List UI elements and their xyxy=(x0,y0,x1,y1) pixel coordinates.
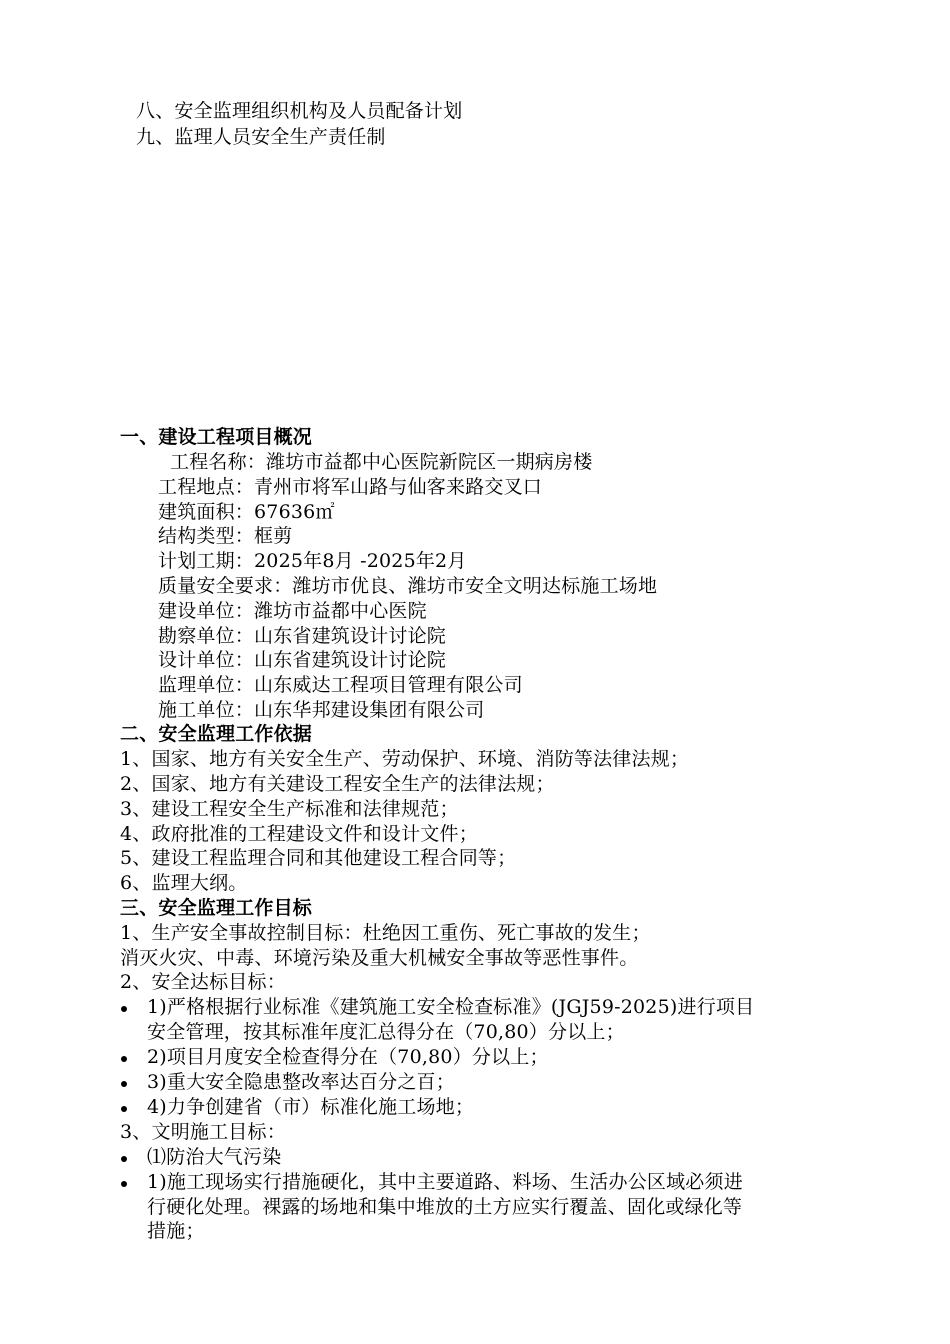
goal-3-bullet-2-line-1: 1)施工现场实行措施硬化，其中主要道路、料场、生活办公区域必须进 xyxy=(147,1171,743,1193)
goal-2-bullet-1-line-1: 1)严格根据行业标准《建筑施工安全检查标准》(JGJ59-2025)进行项目 xyxy=(147,996,755,1018)
bullet-icon xyxy=(121,1156,127,1162)
project-schedule: 计划工期：2025年8月 -2025年2月 xyxy=(158,550,467,572)
project-location: 工程地点：青州市将军山路与仙客来路交叉口 xyxy=(158,476,543,498)
basis-item-6: 6、监理大纲。 xyxy=(120,872,248,894)
section-1-heading: 一、建设工程项目概况 xyxy=(120,426,313,448)
basis-item-5: 5、建设工程监理合同和其他建设工程合同等； xyxy=(120,847,517,869)
structure-type: 结构类型：框剪 xyxy=(158,525,293,547)
goal-2-bullet-3: 3)重大安全隐患整改率达百分之百； xyxy=(147,1071,455,1093)
goal-2-bullet-1-line-2: 安全管理，按其标准年度汇总得分在（70,80）分以上； xyxy=(147,1021,625,1043)
builder-unit: 建设单位：潍坊市益都中心医院 xyxy=(158,600,427,622)
contractor-unit: 施工单位：山东华邦建设集团有限公司 xyxy=(158,699,485,721)
bullet-icon xyxy=(121,1006,127,1012)
goal-3-bullet-2-line-3: 措施； xyxy=(147,1220,205,1242)
section-2-heading: 二、安全监理工作依据 xyxy=(120,723,313,745)
section-3-heading: 三、安全监理工作目标 xyxy=(120,897,313,919)
basis-item-4: 4、政府批准的工程建设文件和设计文件； xyxy=(120,823,478,845)
goal-2-title: 2、安全达标目标： xyxy=(120,971,286,993)
toc-item-8: 八、安全监理组织机构及人员配备计划 xyxy=(136,100,463,122)
basis-item-3: 3、建设工程安全生产标准和法律规范； xyxy=(120,798,459,820)
survey-unit: 勘察单位：山东省建筑设计讨论院 xyxy=(158,625,447,647)
quality-requirement: 质量安全要求：潍坊市优良、潍坊市安全文明达标施工场地 xyxy=(158,575,658,597)
goal-1-line-2: 消灭火灾、中毒、环境污染及重大机械安全事故等恶性事件。 xyxy=(120,947,639,969)
goal-3-title: 3、文明施工目标： xyxy=(120,1121,286,1143)
bullet-icon xyxy=(121,1106,127,1112)
goal-2-bullet-2: 2)项目月度安全检查得分在（70,80）分以上； xyxy=(147,1046,549,1068)
toc-item-9: 九、监理人员安全生产责任制 xyxy=(136,126,386,148)
bullet-icon xyxy=(121,1181,127,1187)
supervisor-unit: 监理单位：山东威达工程项目管理有限公司 xyxy=(158,674,523,696)
basis-item-2: 2、国家、地方有关建设工程安全生产的法律法规； xyxy=(120,773,555,795)
design-unit: 设计单位：山东省建筑设计讨论院 xyxy=(158,649,447,671)
project-name: 工程名称：潍坊市益都中心医院新院区一期病房楼 xyxy=(170,451,593,473)
bullet-icon xyxy=(121,1081,127,1087)
project-area: 建筑面积：67636㎡ xyxy=(158,501,335,523)
goal-3-bullet-2-line-2: 行硬化处理。裸露的场地和集中堆放的土方应实行覆盖、固化或绿化等 xyxy=(147,1196,743,1218)
basis-item-1: 1、国家、地方有关安全生产、劳动保护、环境、消防等法律法规； xyxy=(120,748,690,770)
goal-1-line-1: 1、生产安全事故控制目标：杜绝因工重伤、死亡事故的发生； xyxy=(120,922,651,944)
goal-2-bullet-4: 4)力争创建省（市）标准化施工场地； xyxy=(147,1096,475,1118)
bullet-icon xyxy=(121,1056,127,1062)
goal-3-bullet-1: ⑴防治大气污染 xyxy=(147,1146,282,1168)
